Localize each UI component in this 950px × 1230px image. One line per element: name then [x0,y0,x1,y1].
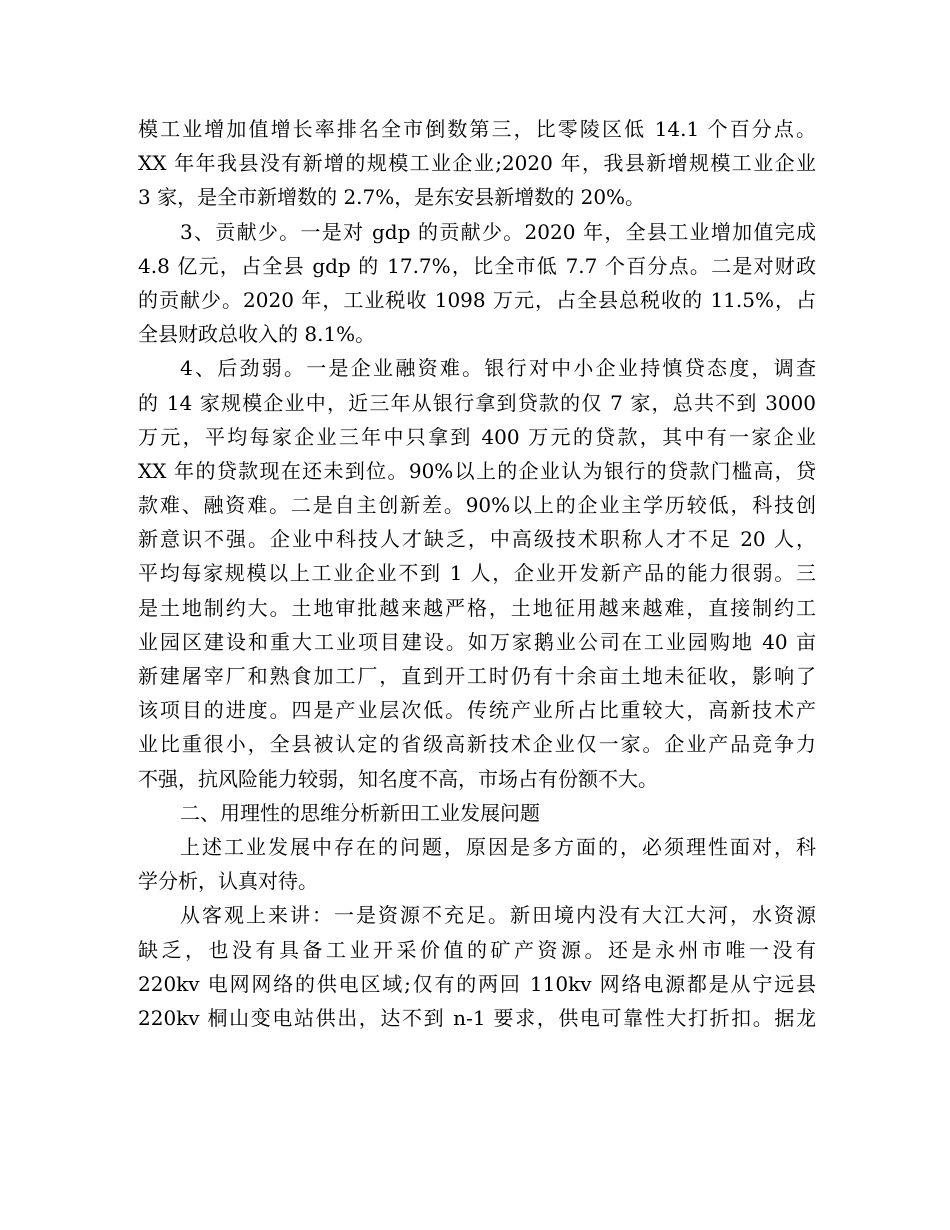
text-line: 模工业增加值增长率排名全市倒数第三，比零陵区低 14.1 个百分点。 [138,117,816,141]
text-line: 该项目的进度。四是产业层次低。传统产业所占比重较大，高新技术产 [138,698,816,723]
text-line: 220kv 桐山变电站供出，达不到 n-1 要求，供电可靠性大打折扣。据龙 [138,1005,816,1030]
text-line: XX 年的贷款现在还未到位。90%以上的企业认为银行的贷款门槛高，贷 [138,458,816,483]
text-line: 4、后劲弱。一是企业融资难。银行对中小企业持慎贷态度，调查 [180,356,816,381]
text-line: 业比重很小，全县被认定的省级高新技术企业仅一家。企业产品竞争力 [138,732,816,757]
text-line: 全县财政总收入的 8.1%。 [138,322,376,347]
document-body [138,112,816,1035]
text-line: XX 年年我县没有新增的规模工业企业;2020 年，我县新增规模工业企业 [138,151,816,176]
text-line: 3 家，是全市新增数的 2.7%，是东安县新增数的 20%。 [138,185,646,210]
section-heading: 二、用理性的思维分析新田工业发展问题 [180,800,540,825]
text-line: 万元，平均每家企业三年中只拿到 400 万元的贷款，其中有一家企业 [138,424,816,449]
text-line: 220kv 电网网络的供电区域;仅有的两回 110kv 网络电源都是从宁远县 [138,971,816,996]
text-line: 是土地制约大。土地审批越来越严格，土地征用越来越难，直接制约工 [138,595,816,620]
text-line: 4.8 亿元，占全县 gdp 的 17.7%，比全市低 7.7 个百分点。二是对财政 [138,253,816,278]
text-line: 新建屠宰厂和熟食加工厂，直到开工时仍有十余亩土地未征收，影响了 [138,664,816,688]
text-line: 业园区建设和重大工业项目建设。如万家鹅业公司在工业园购地 40 亩 [138,629,816,654]
text-line: 的贡献少。2020 年，工业税收 1098 万元，占全县总税收的 11.5%，占 [138,287,816,312]
text-line: 的 14 家规模企业中，近三年从银行拿到贷款的仅 7 家，总共不到 3000 [138,390,816,415]
text-line: 不强，抗风险能力较弱，知名度不高，市场占有份额不大。 [138,766,658,791]
text-line: 3、贡献少。一是对 gdp 的贡献少。2020 年，全县工业增加值完成 [180,219,816,244]
text-line: 新意识不强。企业中科技人才缺乏，中高级技术职称人才不足 20 人， [138,527,816,552]
text-line: 款难、融资难。二是自主创新差。90%以上的企业主学历较低，科技创 [138,493,816,518]
text-line: 平均每家规模以上工业企业不到 1 人，企业开发新产品的能力很弱。三 [138,561,816,586]
text-line: 从客观上来讲：一是资源不充足。新田境内没有大江大河，水资源 [180,903,816,928]
text-line: 上述工业发展中存在的问题，原因是多方面的，必须理性面对，科 [180,834,816,859]
text-line: 缺乏，也没有具备工业开采价值的矿产资源。还是永州市唯一没有 [138,937,816,962]
text-line: 学分析，认真对待。 [138,869,318,894]
